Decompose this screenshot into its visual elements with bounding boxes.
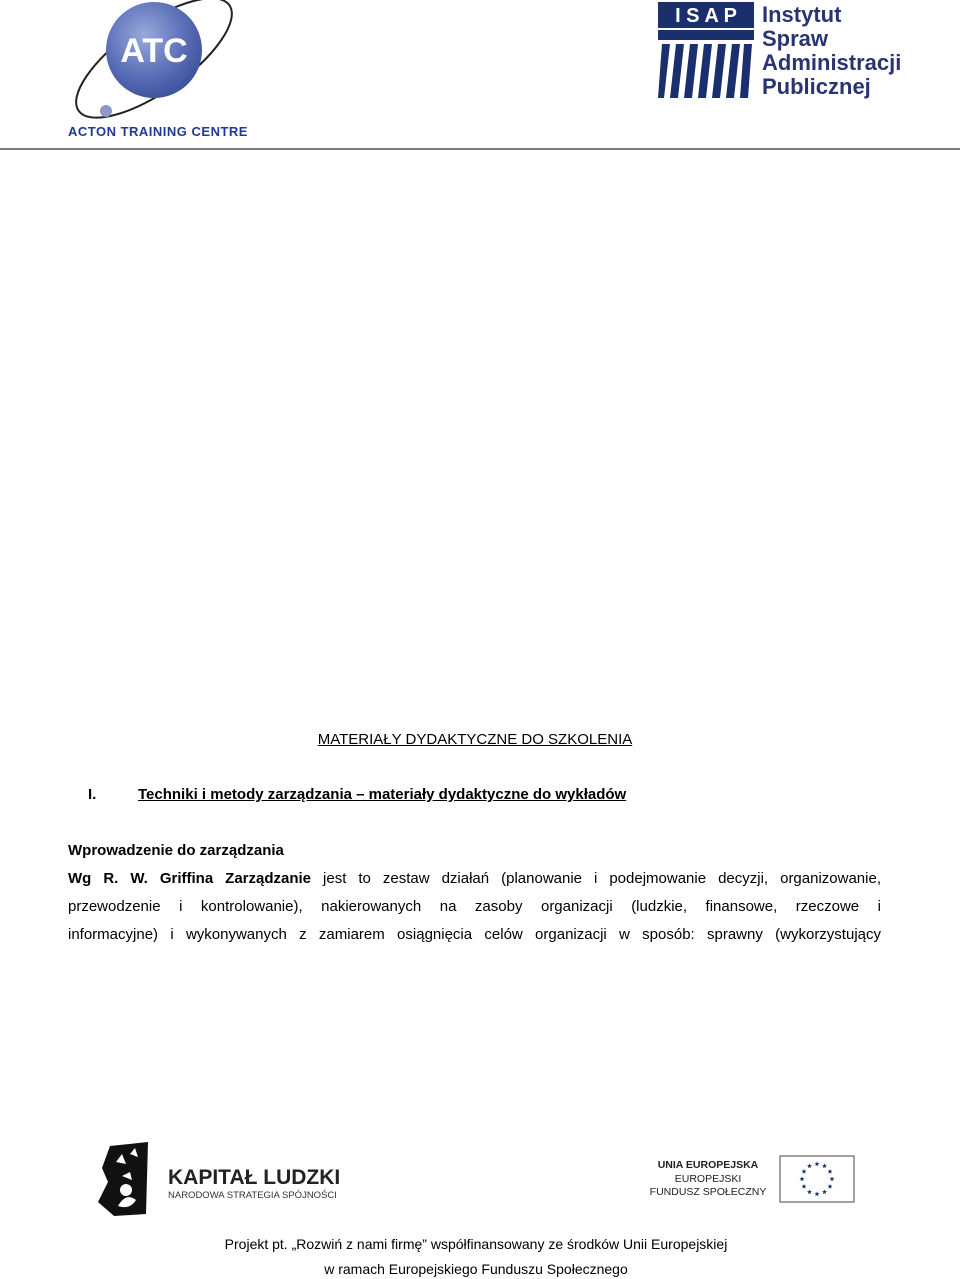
eu-social-fund-logo <box>644 1154 858 1206</box>
paragraph-line-1 <box>68 870 881 888</box>
intro-heading: Wprowadzenie do zarządzania <box>68 842 284 859</box>
document-title: MATERIAŁY DYDAKTYCZNE DO SZKOLENIA <box>317 731 633 748</box>
paragraph-lead: Wg R. W. Griffina Zarządzanie <box>68 870 312 887</box>
section-title: Techniki i metody zarządzania – materiały dydaktyczne do wykładów <box>138 786 627 803</box>
header-divider <box>0 148 960 150</box>
project-line-1: Projekt pt. „Rozwiń z nami firmę” współfinansowany ze środków Unii Europejskiej <box>224 1236 728 1252</box>
kapital-ludzki-logo <box>96 1140 356 1220</box>
paragraph-line-2: przewodzenie i kontrolowanie), nakierowanych na zasoby organizacji (ludzkie, finansowe, rzeczowe i <box>68 898 881 915</box>
paragraph-line-1-text: jest to zestaw działań (planowanie i podejmowanie decyzji, organizowanie, <box>311 870 881 887</box>
atc-logo <box>62 0 252 140</box>
isap-line-4: Publicznej <box>762 74 871 99</box>
isap-line-2: Spraw <box>762 26 829 51</box>
isap-acronym: I S A P <box>675 5 737 27</box>
eu-line-1: UNIA EUROPEJSKA <box>657 1159 759 1171</box>
atc-wordmark: ATC <box>120 32 188 70</box>
atc-caption: ACTON TRAINING CENTRE <box>68 124 248 139</box>
project-line-2: w ramach Europejskiego Funduszu Społecznego <box>324 1261 628 1277</box>
isap-line-3: Administracji <box>762 50 902 75</box>
paragraph-line-3: informacyjne) i wykonywanych z zamiarem osiągnięcia celów organizacji w sposób: sprawny (wykorzystujący <box>68 926 881 943</box>
isap-logo <box>656 0 946 104</box>
kapital-ludzki-title: KAPITAŁ LUDZKI <box>168 1166 341 1189</box>
eu-line-2: EUROPEJSKI <box>674 1173 742 1185</box>
kapital-ludzki-subtitle: NARODOWA STRATEGIA SPÓJNOŚCI <box>168 1190 337 1201</box>
eu-line-3: FUNDUSZ SPOŁECZNY <box>649 1186 767 1198</box>
section-number: I. <box>88 786 97 803</box>
isap-line-1: Instytut <box>762 2 842 27</box>
